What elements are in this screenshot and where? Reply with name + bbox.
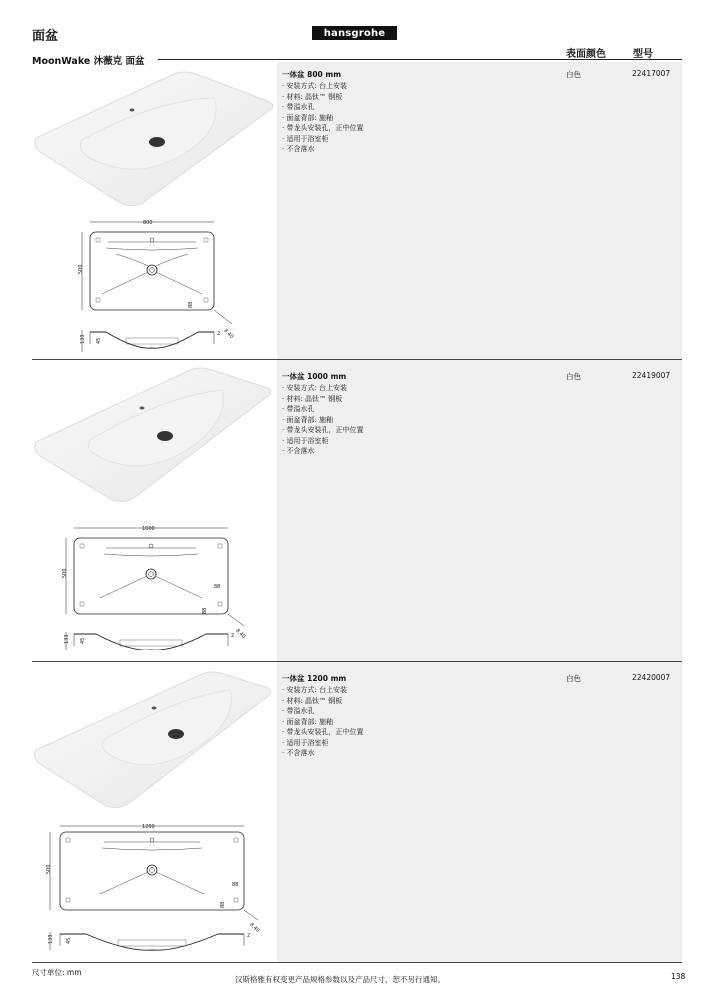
brand-logo: hansgrohe: [312, 26, 397, 40]
svg-text:45: 45: [96, 337, 102, 344]
feature-item: · 带龙头安装孔，正中位置: [282, 727, 363, 738]
svg-text:88: 88: [188, 301, 194, 308]
row-divider: [32, 661, 682, 662]
feature-list: [282, 383, 363, 457]
feature-item: · 面盆背部: 施釉: [282, 415, 363, 426]
svg-text:88: 88: [220, 901, 226, 908]
page-number: 138: [671, 972, 686, 981]
surface-color: 白色: [566, 70, 581, 79]
feature-item: · 适用于浴室柜: [282, 436, 363, 447]
feature-item: · 适用于浴室柜: [282, 134, 363, 145]
svg-text:2: 2: [217, 331, 221, 337]
svg-text:500: 500: [62, 568, 68, 578]
feature-item: · 带溢水孔: [282, 706, 363, 717]
surface-color: 白色: [566, 372, 581, 381]
feature-item: · 带溢水孔: [282, 102, 363, 113]
svg-text:8.40: 8.40: [234, 627, 247, 640]
feature-item: · 不含落水: [282, 748, 363, 759]
feature-item: · 材料: 晶钛™ 钢板: [282, 696, 363, 707]
model-number: 22419007: [632, 371, 671, 380]
feature-list: [282, 685, 363, 759]
feature-item: · 材料: 晶钛™ 钢板: [282, 92, 363, 103]
svg-text:133: 133: [48, 934, 54, 944]
svg-text:2: 2: [247, 933, 251, 939]
svg-text:88: 88: [214, 584, 221, 590]
basin-photo-800: [34, 68, 274, 208]
technical-drawing-800: [76, 214, 246, 354]
svg-text:500: 500: [78, 264, 84, 274]
feature-item: · 安装方式: 台上安装: [282, 383, 363, 394]
surface-color: 白色: [566, 674, 581, 683]
svg-text:2: 2: [231, 633, 235, 639]
unit-note: 尺寸单位: mm: [32, 968, 82, 977]
spec-panel-background: [277, 62, 682, 962]
svg-text:88: 88: [232, 882, 239, 888]
svg-text:45: 45: [66, 937, 72, 944]
row-divider: [32, 962, 682, 963]
feature-item: · 适用于浴室柜: [282, 738, 363, 749]
svg-text:800: 800: [143, 220, 153, 226]
svg-text:88: 88: [202, 607, 208, 614]
feature-item: · 安装方式: 台上安装: [282, 81, 363, 92]
series-title: MoonWake 沐薇克 面盆: [32, 56, 145, 67]
technical-drawing-1000: [60, 522, 260, 650]
product-name: 一体盆 800 mm: [282, 70, 342, 79]
svg-text:1200: 1200: [142, 824, 155, 830]
column-header-color: 表面颜色: [566, 49, 606, 60]
svg-text:8.40: 8.40: [222, 327, 235, 340]
feature-item: · 材料: 晶钛™ 钢板: [282, 394, 363, 405]
page-title: 面盆: [32, 29, 59, 44]
feature-item: · 面盆背部: 施釉: [282, 717, 363, 728]
basin-photo-1000: [34, 366, 274, 506]
feature-list: [282, 81, 363, 155]
svg-text:1000: 1000: [142, 526, 155, 532]
svg-text:45: 45: [80, 637, 86, 644]
feature-item: · 带溢水孔: [282, 404, 363, 415]
disclaimer: 汉斯格雅有权变更产品规格参数以及产品尺寸，恕不另行通知。: [235, 975, 445, 984]
column-header-model: 型号: [633, 49, 653, 60]
feature-item: · 不含落水: [282, 446, 363, 457]
product-name: 一体盆 1200 mm: [282, 674, 347, 683]
feature-item: · 带龙头安装孔，正中位置: [282, 123, 363, 134]
feature-item: · 不含落水: [282, 144, 363, 155]
technical-drawing-1200: [44, 820, 270, 954]
svg-text:133: 133: [64, 634, 70, 644]
product-name: 一体盆 1000 mm: [282, 372, 347, 381]
svg-text:500: 500: [46, 864, 52, 874]
model-number: 22420007: [632, 673, 671, 682]
row-divider: [32, 359, 682, 360]
svg-text:133: 133: [80, 334, 86, 344]
model-number: 22417007: [632, 69, 671, 78]
feature-item: · 面盆背部: 施釉: [282, 113, 363, 124]
feature-item: · 安装方式: 台上安装: [282, 685, 363, 696]
basin-photo-1200: [34, 670, 274, 810]
svg-text:8.40: 8.40: [248, 921, 261, 934]
feature-item: · 带龙头安装孔，正中位置: [282, 425, 363, 436]
